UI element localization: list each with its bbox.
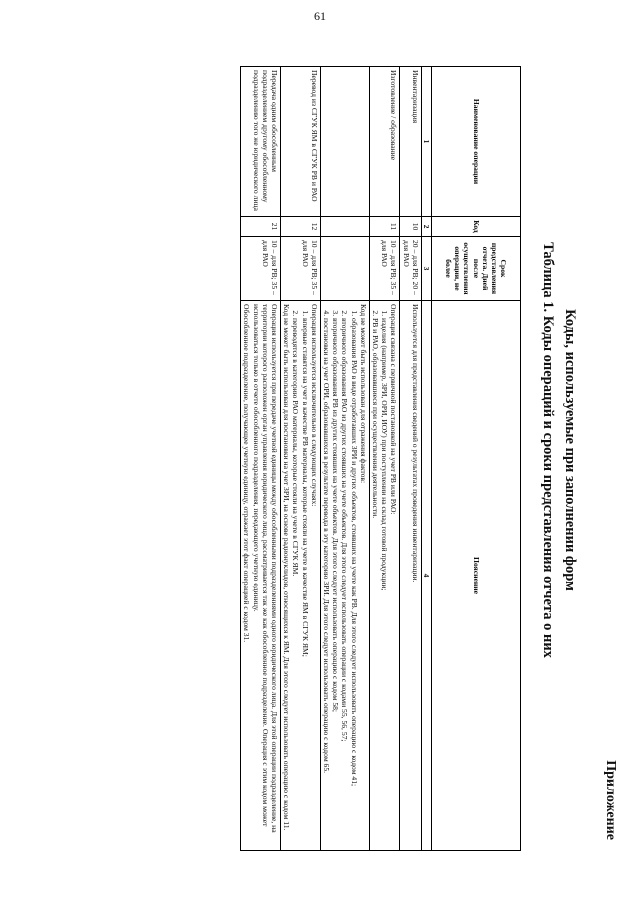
table-row xyxy=(280,67,320,851)
operation-code-cell xyxy=(320,217,369,237)
operation-name-cell xyxy=(320,67,369,217)
rotated-page-content xyxy=(80,50,620,850)
explanation-note: Код не может быть использован для постановки на учет ЗРИ, на основе радионуклидов, относящихся к ЯМ. Для этого следует использовать операцию с кодом 11. xyxy=(282,304,292,831)
operation-name-cell: Изготовление / образование xyxy=(369,67,400,217)
explanation-cell xyxy=(369,301,400,851)
explanation-intro: Операция связана с первичной постановкой на учет РВ или РАО: xyxy=(389,304,399,515)
explanation-intro: Операция используется при передаче учетной единицы между обособленными подразделениями одного юридического лица. Для этой операции подразделение, на территории которого расположен орган управления юридического лица, рассматривается так же как обособленное подразделение. Операция с этим кодом может использоваться только в отчете обособленного подразделения, передающего учетную единицу. xyxy=(251,304,279,833)
table-row xyxy=(400,67,421,851)
explanation-list-item: 2. вторичного образования РАО из других стоявших на учете объектов. Для этого следует использовать операции с кодами 55, 56, 57; xyxy=(340,318,349,847)
explanation-cell xyxy=(400,301,421,851)
document-title: Коды, используемые при заполнении форм xyxy=(562,309,578,591)
explanation-intro: Операция используется исключительно в следующих случаях: xyxy=(309,304,319,507)
header-explanation: Пояснение xyxy=(432,301,521,851)
deadline-cell: 10 – для РВ; 35 – для РАО xyxy=(241,237,281,301)
explanation-intro: Код не может быть использован для отражения фактов: xyxy=(358,304,368,484)
table-header-row xyxy=(432,67,521,851)
appendix-label: Приложение xyxy=(603,760,618,840)
header-code: Код xyxy=(432,217,521,237)
explanation-list xyxy=(291,304,309,847)
operation-code-cell: 10 xyxy=(400,217,421,237)
operation-code-cell: 11 xyxy=(369,217,400,237)
explanation-list xyxy=(371,304,389,847)
column-number: 2 xyxy=(421,217,431,237)
operation-codes-table xyxy=(240,66,521,851)
deadline-cell: 10 – для РВ; 35 – для РАО xyxy=(280,237,320,301)
column-number: 3 xyxy=(421,237,431,301)
page-number: 61 xyxy=(314,9,326,23)
table-row xyxy=(241,67,281,851)
operation-name-cell: Перевод из СГУК ЯМ в СГУК РВ и РАО xyxy=(280,67,320,217)
explanation-list-item: 1. впервые ставятся на учет в качестве РВ материалы, которые стояли на учете в качестве ЯМ в СГУК ЯМ; xyxy=(300,318,309,847)
deadline-cell: 20 – для РВ; 20 – для РАО xyxy=(400,237,421,301)
deadline-cell xyxy=(320,237,369,301)
operation-name-cell: Инвентаризация xyxy=(400,67,421,217)
table-row xyxy=(320,67,369,851)
operation-code-cell: 21 xyxy=(241,217,281,237)
explanation-list-item: 4. постановки на учет ОРИ, образовавшихся в результате перевода в эту категорию ЗРИ. Для этого следует использовать операцию с кодом 65. xyxy=(322,318,331,847)
explanation-list xyxy=(322,304,359,847)
header-operation-name: Наименование операции xyxy=(432,67,521,217)
table-caption: Таблица 1. Коды операций и сроки представления отчета о них xyxy=(540,242,556,658)
deadline-cell: 10 – для РВ; 35 – для РАО xyxy=(369,237,400,301)
column-number: 4 xyxy=(421,301,431,851)
explanation-cell xyxy=(241,301,281,851)
explanation-note: Обособленное подразделение, получающее учетную единицу, отражает этот факт операцией с кодом 31. xyxy=(242,304,252,643)
operation-name-cell: Передача одним обособленным подразделением другому обособленному подразделению того же юридического лица xyxy=(241,67,281,217)
explanation-list-item: 1. изделия (например, ЗРИ, ОРИ, ИОУ) при поступлении на склад готовой продукции; xyxy=(380,318,389,847)
column-number: 1 xyxy=(421,67,431,217)
explanation-cell xyxy=(320,301,369,851)
explanation-list-item: 2. РВ и РАО, образовавшиеся при осуществлении деятельности. xyxy=(371,318,380,847)
explanation-list-item: 1. образования РАО в виде отработавших ЗРИ и других объектов, стоявших на учете как РВ. Для этого следует использовать операцию с кодом 41; xyxy=(349,318,358,847)
explanation-cell xyxy=(280,301,320,851)
table-row xyxy=(369,67,400,851)
operation-code-cell: 12 xyxy=(280,217,320,237)
explanation-list-item: 2. переводятся в категорию РАО материалы, которые стояли на учете в СГУК ЯМ. xyxy=(291,318,300,847)
explanation-intro: Используется для представления сведений о результатах проведения инвентаризации. xyxy=(410,304,420,583)
explanation-list-item: 3. вторичного образования РВ из других стоявших на учете объектов. Для этого следует использовать операцию с кодом 58; xyxy=(331,318,340,847)
header-deadline: Срок представления отчета. Дней после осуществления операции, не более xyxy=(432,237,521,301)
column-number-row xyxy=(421,67,431,851)
